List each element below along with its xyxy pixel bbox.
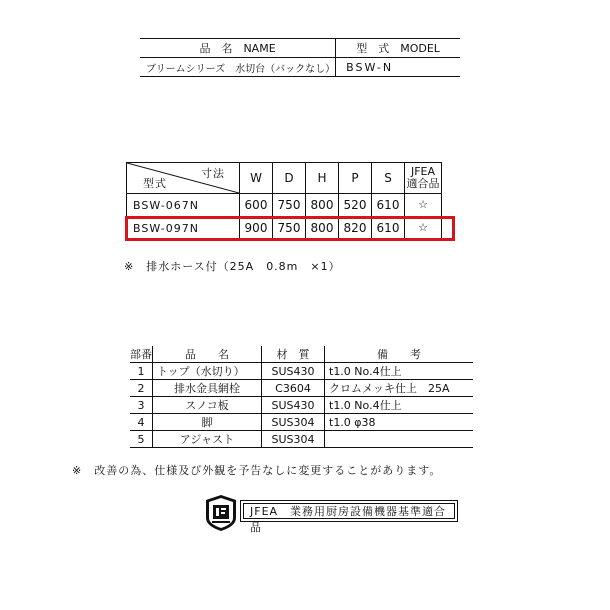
col-d: D <box>273 163 306 194</box>
table-row <box>130 363 473 380</box>
row-h: 800 <box>306 194 339 217</box>
header-remarks: 備 考 <box>325 346 474 363</box>
name-model-table <box>140 38 460 77</box>
row-d: 750 <box>273 217 306 240</box>
row-p: 820 <box>339 217 372 240</box>
row-w: 600 <box>240 194 273 217</box>
jfea-badge <box>240 500 458 534</box>
part-name: トップ（水切り） <box>153 363 262 380</box>
part-name: 脚 <box>153 414 262 431</box>
part-no: 5 <box>130 431 153 448</box>
jfea-label: JFEA <box>410 165 436 178</box>
row-s: 610 <box>372 194 405 217</box>
part-no: 3 <box>130 397 153 414</box>
table-row <box>130 431 473 448</box>
col-p: P <box>339 163 372 194</box>
table-row <box>130 414 473 431</box>
row-p: 520 <box>339 194 372 217</box>
part-material: SUS430 <box>262 397 325 414</box>
part-remarks: t1.0 No.4仕上 <box>325 363 474 380</box>
header-part-name: 品 名 <box>153 346 262 363</box>
row-d: 750 <box>273 194 306 217</box>
part-no: 1 <box>130 363 153 380</box>
header-material: 材 質 <box>262 346 325 363</box>
corner-dimension-label: 寸法 <box>201 167 225 180</box>
jfea-certification-logo-icon <box>204 494 238 532</box>
star-icon: ☆ <box>405 194 442 217</box>
corner-cell <box>127 163 240 194</box>
row-model: BSW-097N <box>127 217 240 240</box>
part-no: 2 <box>130 380 153 397</box>
part-remarks: t1.0 φ38 <box>325 414 474 431</box>
part-remarks: t1.0 No.4仕上 <box>325 397 474 414</box>
drain-hose-note: ※ 排水ホース付（25A 0.8m ×1） <box>124 260 341 273</box>
row-s: 610 <box>372 217 405 240</box>
corner-model-label: 型式 <box>143 177 167 190</box>
row-w: 900 <box>240 217 273 240</box>
part-name: アジャスト <box>153 431 262 448</box>
product-name: ブリームシリーズ 水切台（バックなし） <box>140 58 336 77</box>
part-material: C3604 <box>262 380 325 397</box>
header-name: 品 名 NAME <box>140 39 336 58</box>
jfea-badge-text: JFEA 業務用厨房設備機器基準適合品 <box>243 503 455 519</box>
table-row <box>130 397 473 414</box>
part-material: SUS430 <box>262 363 325 380</box>
highlighted-row-frame <box>125 216 455 241</box>
part-no: 4 <box>130 414 153 431</box>
part-material: SUS304 <box>262 431 325 448</box>
jfea-compliant-label: 適合品 <box>406 177 440 190</box>
part-name: スノコ板 <box>153 397 262 414</box>
part-remarks: クロムメッキ仕上 25A <box>325 380 474 397</box>
row-model: BSW-067N <box>127 194 240 217</box>
part-name: 排水金具網栓 <box>153 380 262 397</box>
col-s: S <box>372 163 405 194</box>
col-w: W <box>240 163 273 194</box>
part-material: SUS304 <box>262 414 325 431</box>
spec-change-note: ※ 改善の為、仕様及び外観を予告なしに変更することがあります。 <box>72 464 442 477</box>
header-model: 型 式 MODEL <box>336 39 460 58</box>
parts-table <box>130 346 473 448</box>
product-model: BSW-N <box>336 58 460 77</box>
star-icon: ☆ <box>405 217 442 240</box>
part-remarks <box>325 431 474 448</box>
row-h: 800 <box>306 217 339 240</box>
col-jfea <box>405 163 442 194</box>
table-row <box>127 194 442 217</box>
table-row <box>130 380 473 397</box>
col-h: H <box>306 163 339 194</box>
header-part-no: 部番 <box>130 348 152 361</box>
